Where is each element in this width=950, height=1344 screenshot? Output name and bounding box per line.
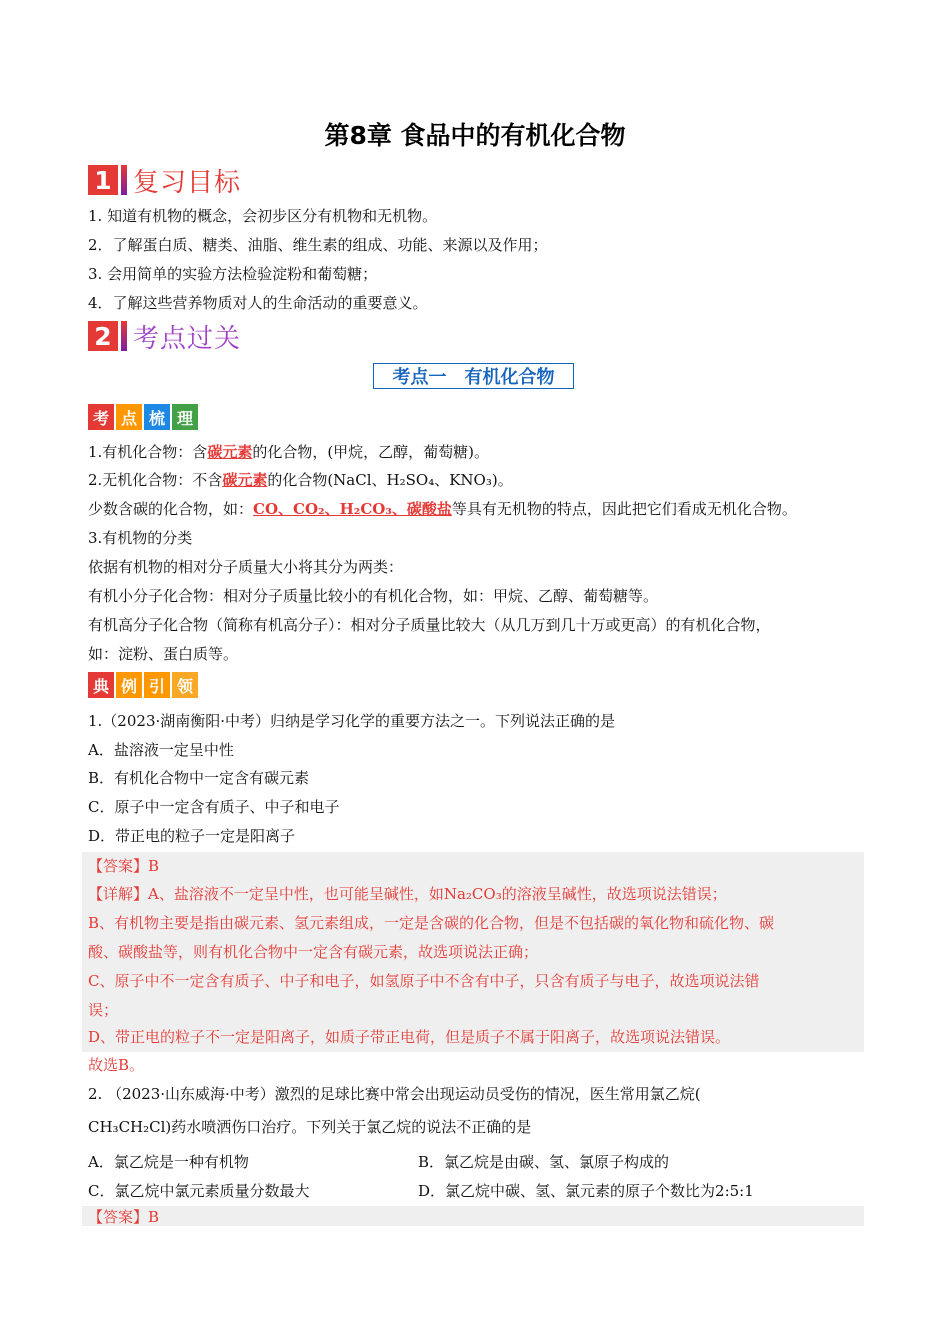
section-number: 2 — [88, 321, 118, 351]
shuli-line-4: 3.有机物的分类 — [88, 529, 193, 547]
tag-char: 引 — [144, 672, 170, 698]
tag-char: 例 — [116, 672, 142, 698]
detail-line: B、有机物主要是指由碳元素、氢元素组成，一定是含碳的化合物，但是不包括碳的氧化物和硫化物、碳 — [88, 914, 775, 932]
shuli-line-3 — [88, 499, 797, 519]
section-title: 考点过关 — [133, 323, 242, 354]
question-1-option: C．原子中一定含有质子、中子和电子 — [88, 798, 340, 816]
chemical-formula: CH₃CH₂Cl — [88, 1118, 166, 1136]
goal-item: 2．了解蛋白质、糖类、油脂、维生素的组成、功能、来源以及作用； — [88, 236, 548, 254]
question-2-option: D．氯乙烷中碳、氢、氯元素的原子个数比为2:5:1 — [418, 1182, 754, 1200]
section-header-key-points — [88, 318, 241, 354]
answer-box-2 — [82, 1206, 864, 1226]
shuli-line-5: 依据有机物的相对分子质量大小将其分为两类： — [88, 558, 404, 576]
text: 1.有机化合物：含 — [88, 443, 208, 461]
shuli-line-2 — [88, 470, 513, 490]
text: 的化合物，(甲烷，乙醇，葡萄糖)。 — [252, 443, 490, 461]
question-1-option: A．盐溶液一定呈中性 — [88, 741, 234, 759]
section-bar — [121, 321, 127, 351]
question-1-stem: 1.（2023·湖南衡阳·中考）归纳是学习化学的重要方法之一。下列说法正确的是 — [88, 712, 616, 730]
tag-char: 典 — [88, 672, 114, 698]
shuli-line-1 — [88, 442, 489, 462]
goal-item: 3. 会用简单的实验方法检验淀粉和葡萄糖； — [88, 265, 378, 283]
tag-char: 梳 — [144, 404, 170, 430]
tag-group-lizi — [88, 672, 198, 698]
text: 2.无机化合物：不含 — [88, 471, 223, 489]
section-title: 复习目标 — [133, 167, 242, 198]
detail-line: D、带正电的粒子不一定是阳离子，如质子带正电荷，但是质子不属于阳离子，故选项说法错误。 — [88, 1028, 731, 1046]
question-1-option: B．有机化合物中一定含有碳元素 — [88, 769, 310, 787]
tag-group-shuli — [88, 404, 198, 430]
shuli-line-8: 如：淀粉、蛋白质等。 — [88, 645, 239, 663]
answer-2: 【答案】B — [88, 1208, 160, 1226]
text: )药水喷洒伤口治疗。下列关于氯乙烷的说法不正确的是 — [165, 1118, 532, 1136]
question-2-option: B．氯乙烷是由碳、氢、氯原子构成的 — [418, 1153, 670, 1171]
highlight-text: 碳元素 — [207, 443, 253, 461]
shuli-line-7: 有机高分子化合物（简称有机高分子）：相对分子质量比较大（从几万到几十万或更高）的有机化合物， — [88, 616, 771, 634]
question-2-stem-2 — [88, 1117, 531, 1137]
tag-char: 领 — [172, 672, 198, 698]
section-header-review-goals — [88, 162, 241, 198]
highlight-text: CO、CO₂、H₂CO₃、碳酸盐 — [253, 500, 452, 518]
text: 少数含碳的化合物，如： — [88, 500, 254, 518]
text: 等具有无机物的特点，因此把它们看成无机化合物。 — [451, 500, 797, 518]
question-2-stem-1: 2. （2023·山东威海·中考）激烈的足球比赛中常会出现运动员受伤的情况，医生常用氯乙烷( — [88, 1085, 701, 1103]
detail-line: C、原子中不一定含有质子、中子和电子，如氢原子中不含有中子，只含有质子与电子，故选项说法错 — [88, 972, 760, 990]
goal-item: 1. 知道有机物的概念，会初步区分有机物和无机物。 — [88, 207, 438, 225]
kaodian-title-box: 考点一 有机化合物 — [373, 363, 574, 389]
question-1-option: D．带正电的粒子一定是阳离子 — [88, 827, 296, 845]
tag-char: 点 — [116, 404, 142, 430]
question-2-option: C．氯乙烷中氯元素质量分数最大 — [88, 1182, 310, 1200]
page-title: 第8章 食品中的有机化合物 — [324, 121, 626, 150]
section-bar — [121, 165, 127, 195]
detail-line: 【详解】A、盐溶液不一定呈中性，也可能呈碱性，如Na₂CO₃的溶液呈碱性，故选项说法错误； — [88, 885, 727, 903]
answer-1: 【答案】B — [88, 857, 160, 875]
section-number: 1 — [88, 165, 118, 195]
tag-char: 理 — [172, 404, 198, 430]
detail-line: 酸、碳酸盐等，则有机化合物中一定含有碳元素，故选项说法正确； — [88, 943, 539, 961]
text: 的化合物(NaCl、H₂SO₄、KNO₃)。 — [267, 471, 513, 489]
tag-char: 考 — [88, 404, 114, 430]
detail-line: 故选B。 — [88, 1056, 145, 1074]
detail-line: 误； — [88, 1001, 119, 1019]
highlight-text: 碳元素 — [222, 471, 268, 489]
shuli-line-6: 有机小分子化合物：相对分子质量比较小的有机化合物，如：甲烷、乙醇、葡萄糖等。 — [88, 587, 659, 605]
question-2-option: A．氯乙烷是一种有机物 — [88, 1153, 249, 1171]
goal-item: 4．了解这些营养物质对人的生命活动的重要意义。 — [88, 294, 428, 312]
